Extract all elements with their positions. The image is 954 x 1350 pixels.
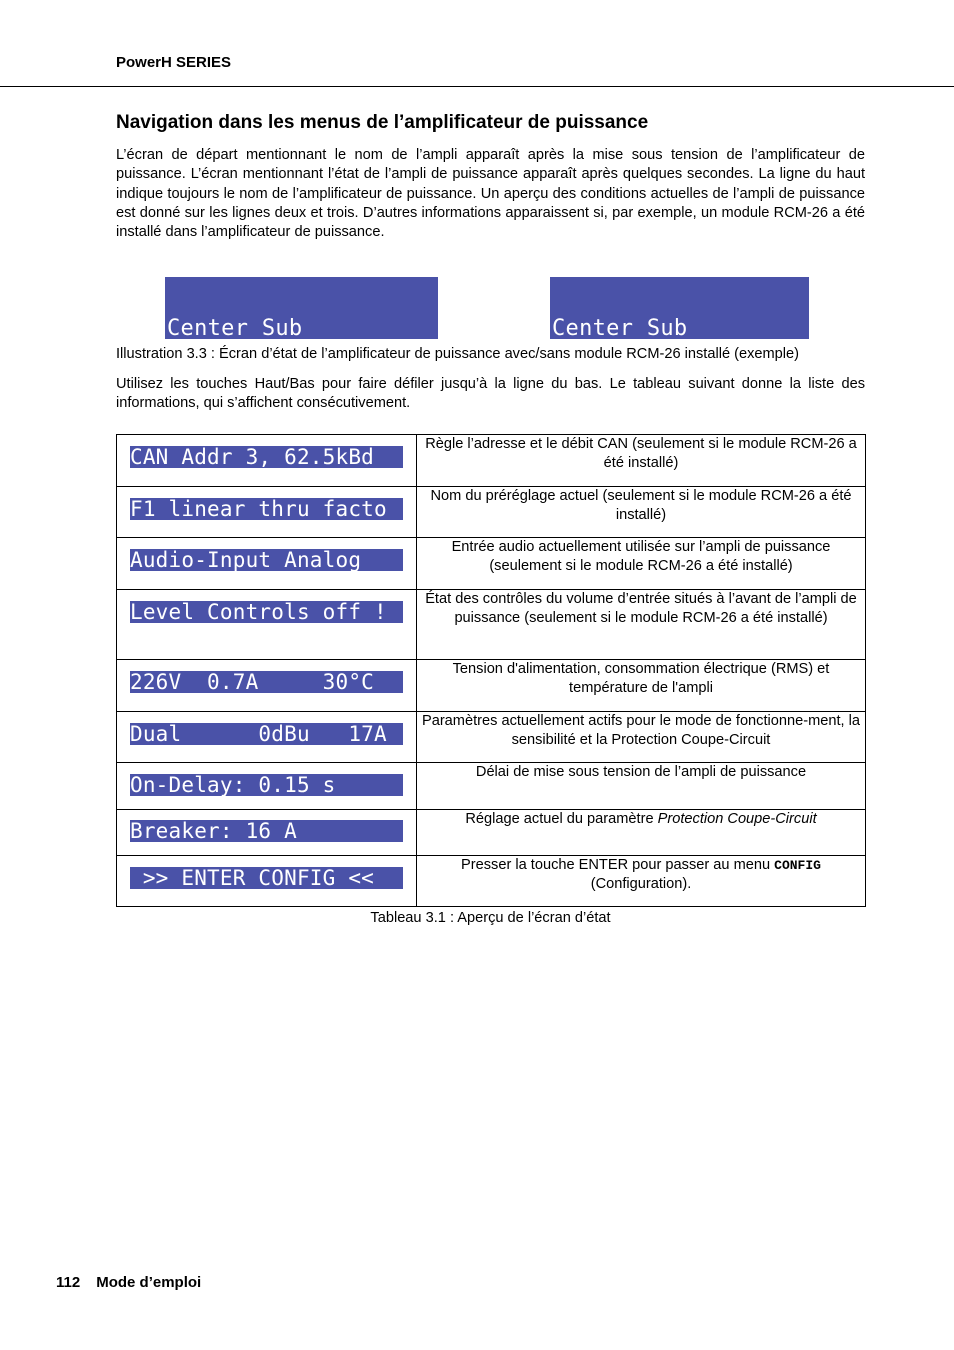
row-description: Nom du préréglage actuel (seulement si le module RCM-26 a été installé) (417, 487, 866, 538)
lcd-display: Breaker: 16 A (130, 820, 403, 842)
row-description (417, 856, 866, 907)
description-text: Réglage actuel du paramètre (465, 811, 658, 827)
row-description: Tension d'alimentation, consommation électrique (RMS) et température de l'ampli (417, 660, 866, 712)
lcd-display: CAN Addr 3, 62.5kBd (130, 446, 403, 468)
row-description: Délai de mise sous tension de l’ampli de puissance (417, 763, 866, 810)
description-text: (Configuration). (590, 876, 692, 893)
table-row (117, 487, 866, 538)
instruction-paragraph: Utilisez les touches Haut/Bas pour faire défiler jusqu’à la ligne du bas. Le tableau suivant donne la liste des informations, qui s’affichent consécutivement. (116, 376, 865, 412)
table-row (117, 810, 866, 856)
section-title: Navigation dans les menus de l’amplificateur de puissance (116, 112, 649, 133)
row-description: Entrée audio actuellement utilisée sur l’ampli de puissance (seulement si le module RCM-26 a été installé) (417, 538, 866, 590)
lcd-display: On-Delay: 0.15 s (130, 774, 403, 796)
page-number: 112 (56, 1274, 81, 1291)
description-text: Presser la touche ENTER pour passer au menu (461, 857, 775, 873)
illustration-caption: Illustration 3.3 : Écran d’état de l’amplificateur de puissance avec/sans module RCM-26 installé (exemple) (116, 346, 799, 362)
table-row (117, 712, 866, 763)
table-row (117, 763, 866, 810)
row-description: Règle l’adresse et le débit CAN (seulement si le module RCM-26 a été installé) (417, 435, 866, 487)
row-description: Paramètres actuellement actifs pour le mode de fonctionne-ment, la sensibilité et la Protection Coupe-Circuit (417, 712, 866, 763)
table-row (117, 856, 866, 907)
lcd-display: >> ENTER CONFIG << (130, 867, 403, 889)
config-code: CONFIG (774, 858, 821, 873)
table-row (117, 435, 866, 487)
lcd-display: Level Controls off ! (130, 601, 403, 623)
row-description (417, 810, 866, 856)
status-table (116, 434, 866, 907)
lcd-display: Dual 0dBu 17A (130, 723, 403, 745)
lcd-screen-with-module (550, 277, 809, 339)
footer (56, 1274, 201, 1291)
lcd-display: F1 linear thru facto (130, 498, 403, 520)
lcd-line: Center Sub (552, 316, 688, 339)
footer-label: Mode d’emploi (96, 1274, 202, 1291)
lcd-line: Center Sub (167, 316, 303, 339)
lcd-display: 226V 0.7A 30°C (130, 671, 403, 693)
lcd-screen-without-module (165, 277, 438, 339)
row-description: État des contrôles du volume d’entrée situés à l’avant de l’ampli de puissance (seulement si le module RCM-26 a été installé) (417, 590, 866, 660)
table-row (117, 590, 866, 660)
header-series: PowerH SERIES (116, 54, 232, 71)
intro-paragraph: L’écran de départ mentionnant le nom de l’ampli apparaît après la mise sous tension de l’amplificateur de puissance. L’écran mentionnant l’état de l’ampli de puissance apparaît après quelques secondes. La ligne du haut indique toujours le nom de l’amplificateur de puissance. Un aperçu des conditions actuelles de l’ampli de puissance est donné sur les lignes deux et trois. D’autres informations apparaissent si, par exemple, un module RCM-26 a été installé dans l’amplificateur de puissance. (116, 147, 865, 241)
table-row (117, 660, 866, 712)
lcd-display: Audio-Input Analog (130, 549, 403, 571)
description-italic: Protection Coupe-Circuit (657, 811, 817, 827)
table-row (117, 538, 866, 590)
table-caption: Tableau 3.1 : Aperçu de l’écran d’état (370, 910, 611, 926)
header-divider (0, 86, 954, 87)
